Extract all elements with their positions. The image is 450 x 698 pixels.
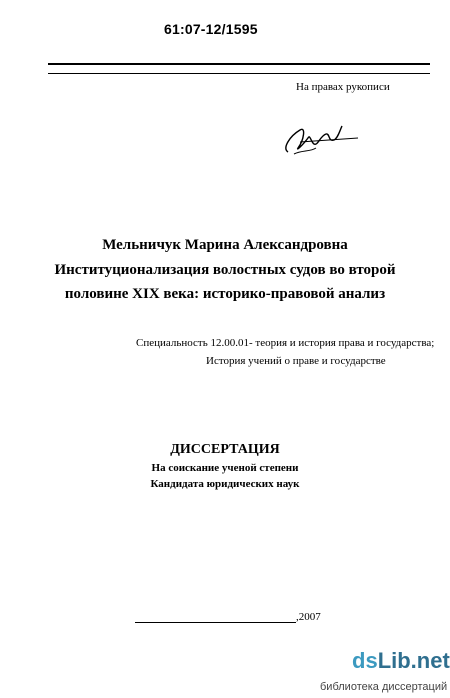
handwritten-signature <box>280 118 360 160</box>
author-name: Мельничук Марина Александровна <box>102 237 348 253</box>
specialty-line-1: Специальность 12.00.01- теория и история права и государства; <box>136 337 435 349</box>
header-rule-thin <box>48 73 430 74</box>
date-blank-line <box>135 622 296 623</box>
work-type-heading: ДИССЕРТАЦИЯ <box>170 442 280 457</box>
dissertation-title-line-1: Институционализация волостных судов во второй <box>54 262 396 278</box>
rights-notice: На правах рукописи <box>296 81 390 93</box>
dslib-logo: dsLib.net <box>352 648 450 673</box>
degree-line-1: На соискание ученой степени <box>151 462 299 474</box>
specialty-line-2: История учений о праве и государстве <box>206 355 386 367</box>
year-text: ,2007 <box>296 611 321 623</box>
dslib-watermark <box>320 648 448 696</box>
degree-line-2: Кандидата юридических наук <box>150 478 300 490</box>
dslib-subtitle: библиотека диссертаций <box>320 681 448 693</box>
document-code: 61:07-12/1595 <box>164 21 258 37</box>
header-rule-thick <box>48 63 430 65</box>
dissertation-title-line-2: половине XIX века: историко-правовой анализ <box>64 286 386 302</box>
